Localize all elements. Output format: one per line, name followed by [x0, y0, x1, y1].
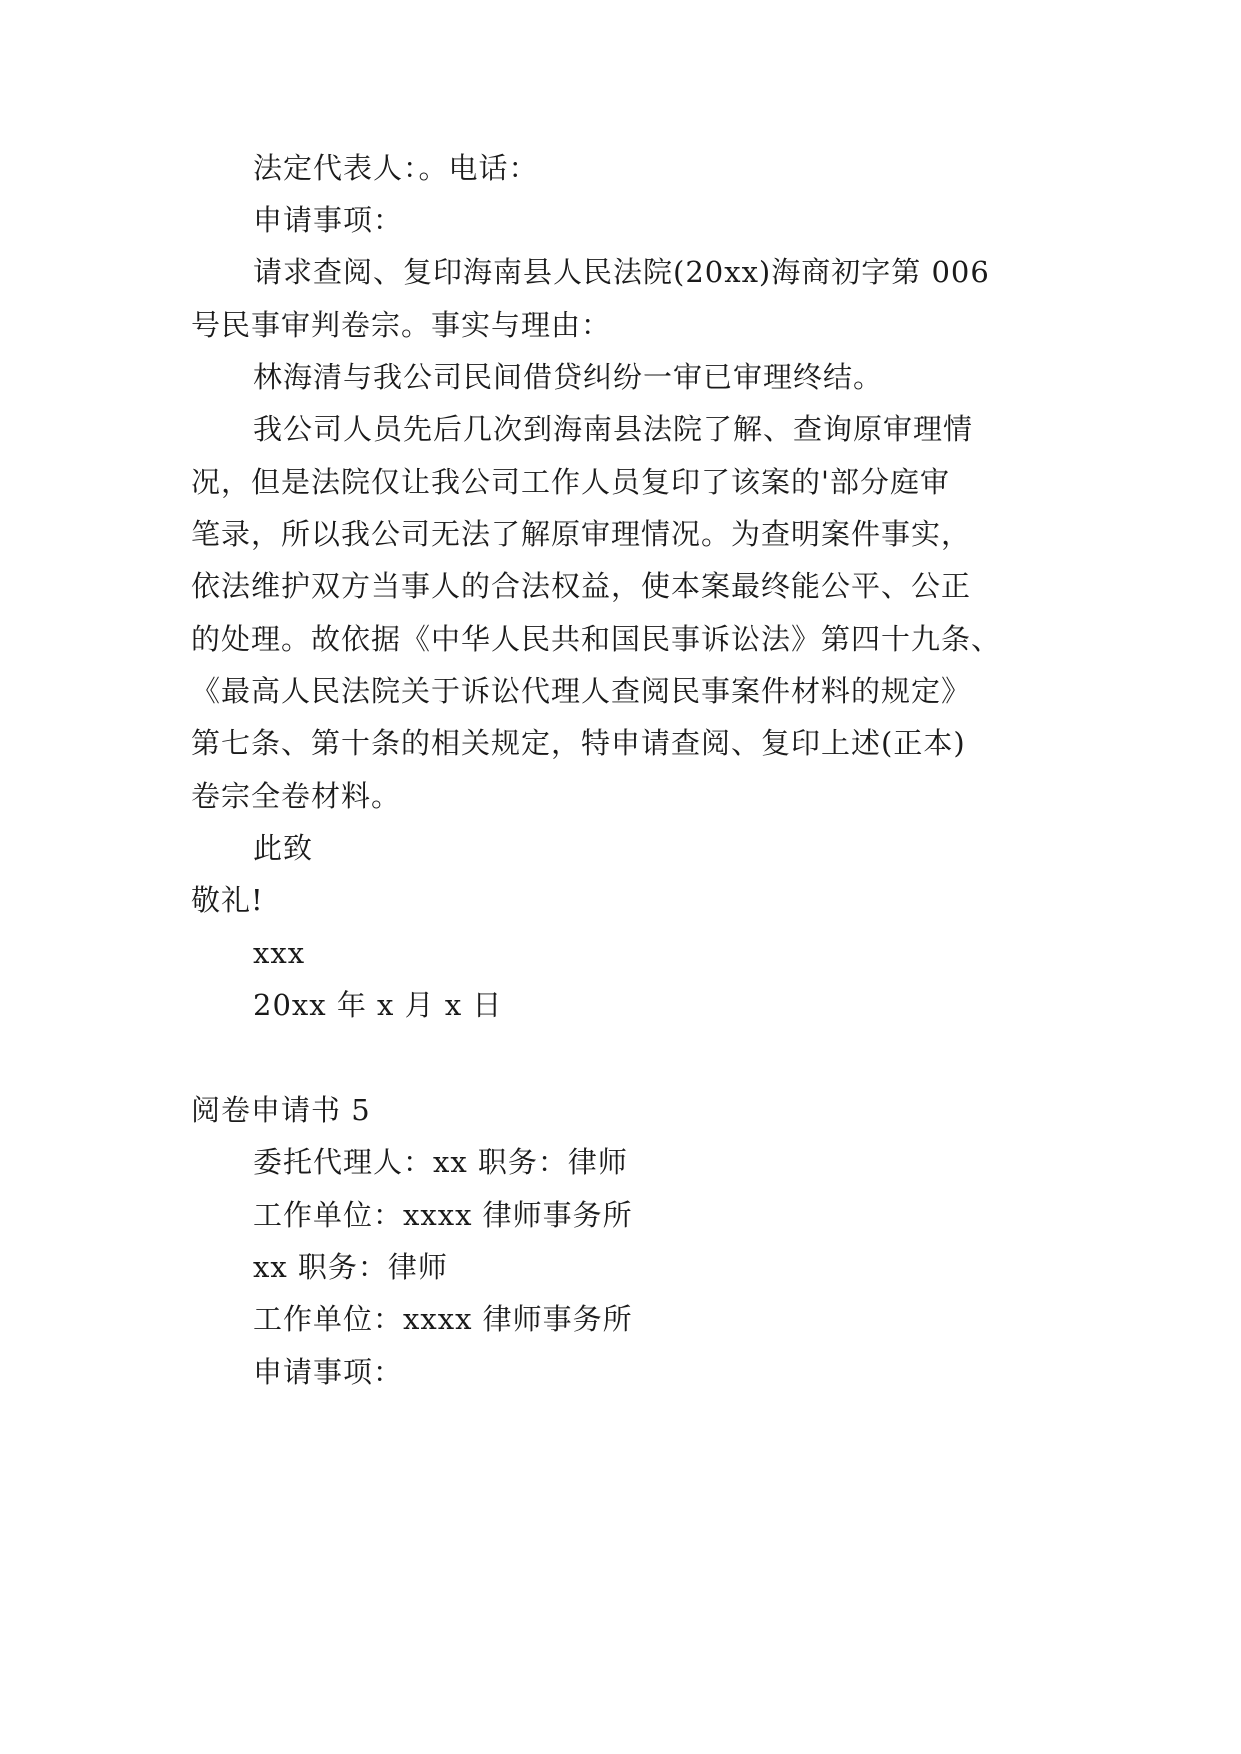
request-items-heading-2: 申请事项：: [253, 1355, 404, 1389]
position-line: xx 职务：律师: [253, 1250, 448, 1284]
reason-paragraph-line-3: 笔录，所以我公司无法了解原审理情况。为查明案件事实，: [191, 517, 972, 551]
request-items-heading: 申请事项：: [253, 203, 404, 237]
request-text-line-1: 请求查阅、复印海南县人民法院(20xx)海商初字第 006: [253, 255, 990, 289]
closing-salutation: 此致: [253, 831, 314, 865]
request-text-line-2: 号民事审判卷宗。事实与理由：: [191, 308, 612, 342]
reason-paragraph-line-1: 我公司人员先后几次到海南县法院了解、查询原审理情: [253, 412, 974, 446]
work-unit-line-1: 工作单位：xxxx 律师事务所: [253, 1198, 633, 1232]
reason-paragraph-line-4: 依法维护双方当事人的合法权益，使本案最终能公平、公正: [191, 569, 972, 603]
reason-paragraph-line-7: 第七条、第十条的相关规定，特申请查阅、复印上述(正本): [191, 726, 966, 760]
reason-paragraph-line-2: 况，但是法院仅让我公司工作人员复印了该案的'部分庭审: [191, 465, 950, 499]
signature-name: xxx: [253, 936, 306, 970]
reason-paragraph-line-5: 的处理。故依据《中华人民共和国民事诉讼法》第四十九条、: [191, 622, 1002, 656]
work-unit-line-2: 工作单位：xxxx 律师事务所: [253, 1302, 633, 1336]
fact-line-1: 林海清与我公司民间借贷纠纷一审已审理终结。: [253, 360, 884, 394]
legal-representative-line: 法定代表人：。电话：: [253, 151, 539, 185]
reason-paragraph-line-8: 卷宗全卷材料。: [191, 779, 402, 813]
reason-paragraph-line-6: 《最高人民法院关于诉讼代理人查阅民事案件材料的规定》: [191, 674, 972, 708]
section-title: 阅卷申请书 5: [191, 1093, 371, 1127]
signature-date: 20xx 年 x 月 x 日: [253, 988, 503, 1022]
closing-regards: 敬礼!: [191, 883, 264, 917]
agent-line: 委托代理人：xx 职务：律师: [253, 1145, 628, 1179]
